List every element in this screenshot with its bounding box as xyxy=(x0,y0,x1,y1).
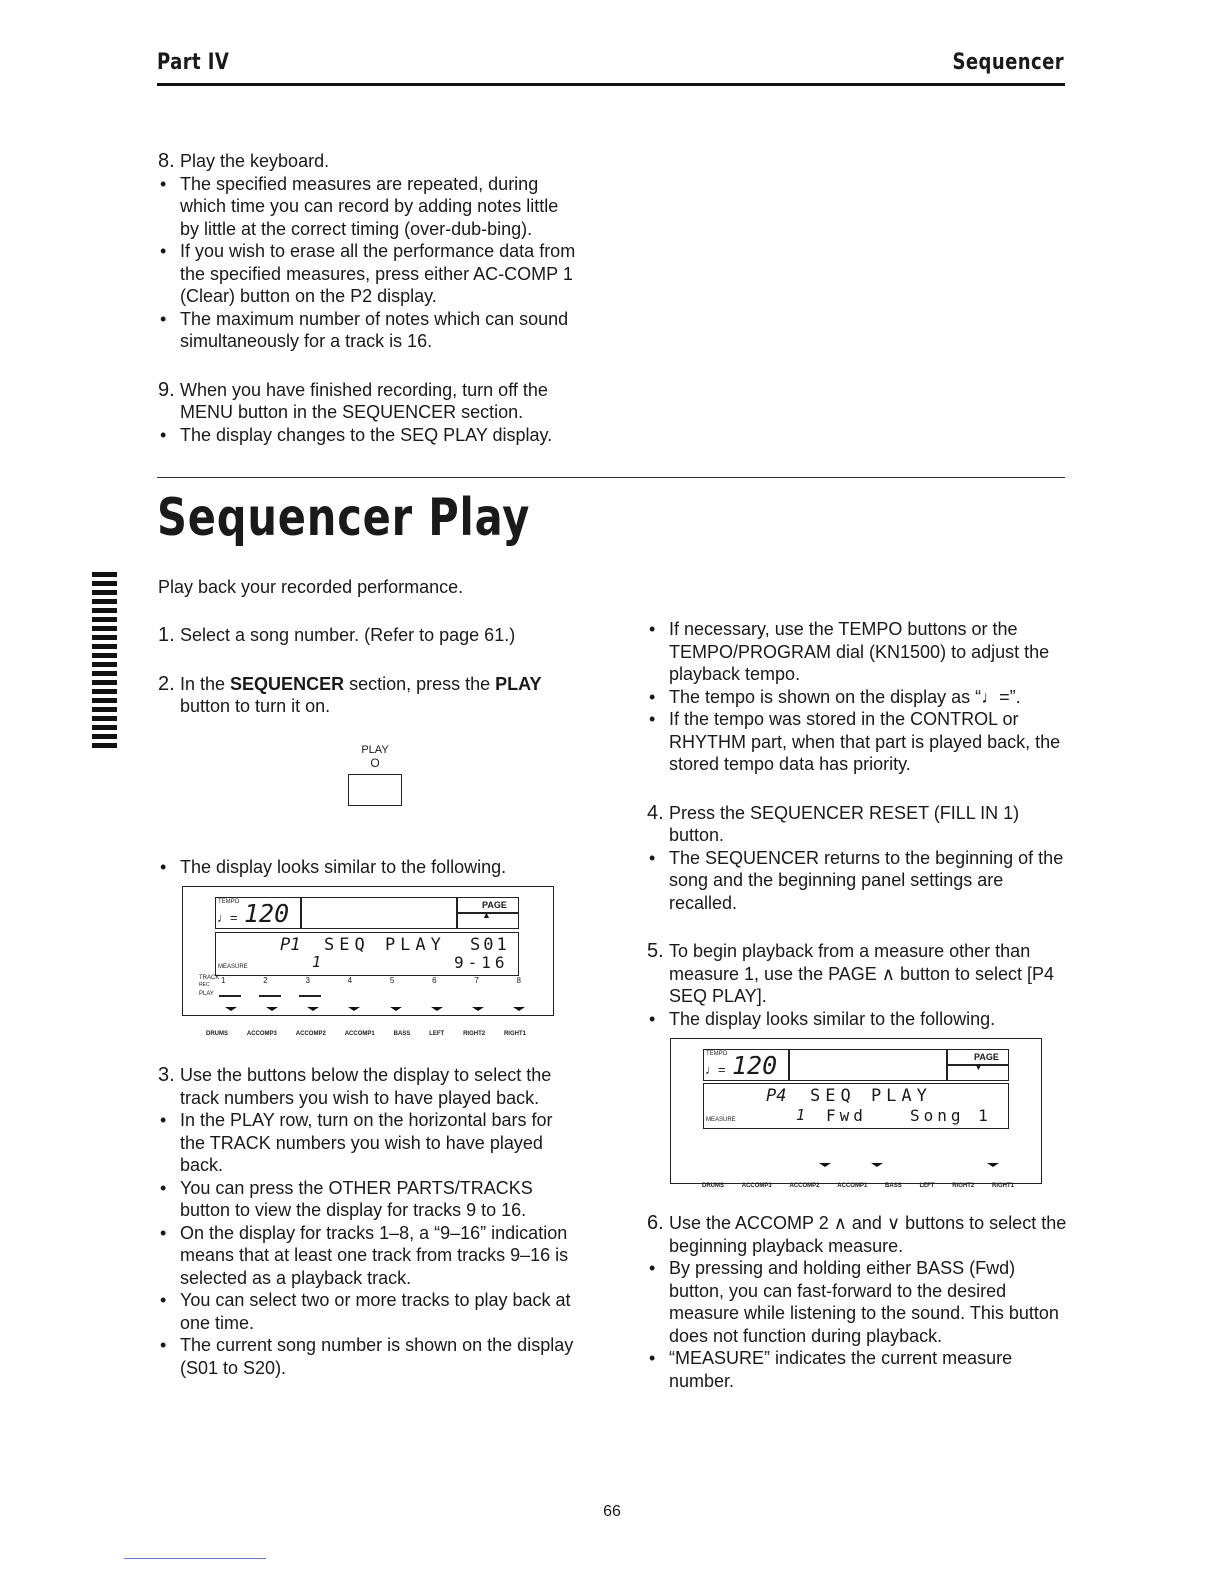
play-bar xyxy=(259,995,281,997)
text-run: section, press the xyxy=(344,673,496,694)
divider xyxy=(300,898,302,928)
section-title: Sequencer Play xyxy=(157,488,531,548)
section-rule xyxy=(157,477,1065,478)
text-bold: PLAY xyxy=(495,673,542,694)
lcd-display-p4 xyxy=(670,1038,1042,1184)
track-number: 5 xyxy=(389,976,395,985)
list-item xyxy=(158,856,580,879)
play-bar xyxy=(219,995,241,997)
list-item: • The current song number is shown on the display (S01 to S20). xyxy=(158,1334,580,1379)
header-rule xyxy=(157,83,1065,86)
step-text: Press the SEQUENCER RESET (FILL IN 1) button. xyxy=(669,802,1020,845)
song-number: S01 xyxy=(470,935,510,955)
down-arrow-icon xyxy=(431,1007,443,1011)
list-item: • In the PLAY row, turn on the horizontal bars for the TRACK numbers you wish to have played back. xyxy=(158,1109,580,1177)
play-label: PLAY xyxy=(361,744,389,756)
lcd1-button-labels xyxy=(206,1031,526,1037)
tempo-label: TEMPO xyxy=(218,899,240,905)
button-right2[interactable]: RIGHT2 xyxy=(463,1031,486,1037)
list-item: • You can select two or more tracks to play back at one time. xyxy=(158,1289,580,1334)
left-column-lower xyxy=(158,1064,580,1379)
step-number: 4. xyxy=(647,801,664,824)
tempo-value: 120 xyxy=(732,1051,778,1080)
list-item: • “MEASURE” indicates the current measure number. xyxy=(647,1347,1067,1392)
footnote-rule xyxy=(124,1558,266,1559)
list-item: • The display looks similar to the following. xyxy=(647,1008,1067,1031)
play-bar xyxy=(299,995,321,997)
left-column xyxy=(158,624,580,718)
button-accomp3[interactable]: ACCOMP3 xyxy=(741,1183,772,1189)
step-number: 2. xyxy=(158,672,175,695)
step-2 xyxy=(158,673,580,718)
header-section: Sequencer xyxy=(952,50,1064,75)
song-label: Song 1 xyxy=(910,1106,992,1125)
track-number: 6 xyxy=(432,976,437,985)
button-right1[interactable]: RIGHT1 xyxy=(991,1183,1014,1189)
step-number: 9. xyxy=(158,378,175,401)
step-text: Play the keyboard. xyxy=(180,151,330,171)
step-9 xyxy=(158,379,580,424)
tempo-value: 120 xyxy=(244,899,290,928)
button-right1[interactable]: RIGHT1 xyxy=(503,1031,526,1037)
button-accomp3[interactable]: ACCOMP3 xyxy=(246,1031,277,1037)
button-bass[interactable]: BASS xyxy=(393,1031,411,1037)
track-range: 9-16 xyxy=(454,953,509,972)
rec-label: REC xyxy=(199,982,210,988)
lcd-top-row xyxy=(215,897,519,929)
list-item: • By pressing and holding either BASS (Fwd) button, you can fast-forward to the desired measure while listening to the sound. This button does not function during playback. xyxy=(647,1257,1067,1347)
right-column xyxy=(647,618,1067,1030)
track-number: 3 xyxy=(305,976,310,985)
list-item: • The display changes to the SEQ PLAY display. xyxy=(158,424,580,447)
button-right2[interactable]: RIGHT2 xyxy=(952,1183,975,1189)
tempo-symbol: ♩= xyxy=(217,910,238,925)
lcd-main-row xyxy=(215,932,519,976)
down-arrow-icon xyxy=(513,1007,525,1011)
button-drums[interactable]: DRUMS xyxy=(702,1183,724,1189)
track-numbers xyxy=(221,976,521,985)
play-button[interactable] xyxy=(348,774,402,806)
lcd-arrows xyxy=(225,1007,525,1011)
step-text: To begin playback from a measure other than measure 1, use the PAGE ∧ button to select [P4 SEQ PLAY]. xyxy=(669,941,1055,1006)
text-run: button to turn it on. xyxy=(180,696,331,716)
list-item: • If necessary, use the TEMPO buttons or the TEMPO/PROGRAM dial (KN1500) to adjust the playback tempo. xyxy=(647,618,1067,686)
lcd-top-row xyxy=(703,1049,1009,1081)
mode-name: SEQ PLAY xyxy=(324,935,446,955)
lcd-main-row xyxy=(703,1083,1009,1129)
track-label: TRACK xyxy=(199,975,220,981)
play-button-figure xyxy=(340,744,410,806)
step-3 xyxy=(158,1064,580,1109)
button-left[interactable]: LEFT xyxy=(919,1183,935,1189)
down-arrow-icon xyxy=(390,1007,402,1011)
down-arrow-icon xyxy=(266,1007,278,1011)
button-accomp1[interactable]: ACCOMP1 xyxy=(837,1183,868,1189)
down-arrow-icon xyxy=(472,1007,484,1011)
divider xyxy=(788,1050,790,1080)
step-number: 5. xyxy=(647,940,664,962)
button-accomp2[interactable]: ACCOMP2 xyxy=(789,1183,820,1189)
step-text: Select a song number. (Refer to page 61.) xyxy=(180,625,516,645)
header-part: Part IV xyxy=(157,50,230,75)
button-left[interactable]: LEFT xyxy=(429,1031,445,1037)
down-arrow-icon xyxy=(819,1163,831,1167)
step-number: 1. xyxy=(158,624,175,646)
step-number: 6. xyxy=(647,1212,664,1234)
list-item: • You can press the OTHER PARTS/TRACKS button to view the display for tracks 9 to 16. xyxy=(158,1177,580,1222)
step-8 xyxy=(158,150,580,173)
step-5 xyxy=(647,940,1067,1008)
page-label: PAGE ▲ xyxy=(482,900,507,920)
top-block xyxy=(158,150,580,446)
button-bass[interactable]: BASS xyxy=(885,1183,902,1189)
right-column-lower xyxy=(647,1212,1067,1392)
list-item: • The display looks similar to the following. xyxy=(158,856,580,879)
list-item: • If you wish to erase all the performance data from the specified measures, press either AC-COMP 1 (Clear) button on the P2 display. xyxy=(158,240,580,308)
thumb-index-marks xyxy=(92,572,117,768)
step-6 xyxy=(647,1212,1067,1257)
step-text: Use the ACCOMP 2 ∧ and ∨ buttons to select the beginning playback measure. xyxy=(669,1213,1067,1256)
list-item: • If the tempo was stored in the CONTROL or RHYTHM part, when that part is played back, the stored tempo data has priority. xyxy=(647,708,1067,776)
play-led-icon: O xyxy=(370,756,380,770)
list-item: • The tempo is shown on the display as “♩=”. xyxy=(647,686,1067,709)
mode-name: SEQ PLAY xyxy=(810,1086,932,1106)
page-number: P4 xyxy=(766,1086,787,1106)
measure-label: MEASURE xyxy=(706,1117,736,1123)
page-label: PAGE ▼ xyxy=(974,1052,999,1072)
tempo-symbol: ♩= xyxy=(705,1062,726,1077)
fwd-label: Fwd xyxy=(826,1106,867,1125)
text-bold: SEQUENCER xyxy=(230,673,345,694)
page-number: P1 xyxy=(280,935,301,955)
lcd2-button-labels xyxy=(702,1183,1014,1189)
step-1 xyxy=(158,624,580,647)
list-item: • The specified measures are repeated, during which time you can record by adding notes little by little at the correct timing (over-dub-bing). xyxy=(158,173,580,241)
track-number: 8 xyxy=(516,976,521,985)
down-arrow-icon xyxy=(225,1007,237,1011)
track-number: 7 xyxy=(474,976,479,985)
down-arrow-icon xyxy=(348,1007,360,1011)
intro-text: Play back your recorded performance. xyxy=(158,577,464,597)
measure-value: 1 xyxy=(312,953,322,971)
button-accomp2[interactable]: ACCOMP2 xyxy=(295,1031,326,1037)
step-number: 3. xyxy=(158,1064,175,1086)
list-item: • On the display for tracks 1–8, a “9–16” indication means that at least one track from tracks 9–16 is selected as a playback track. xyxy=(158,1222,580,1290)
track-number: 2 xyxy=(263,976,268,985)
button-accomp1[interactable]: ACCOMP1 xyxy=(344,1031,375,1037)
track-number: 4 xyxy=(347,976,353,985)
track-number: 1 xyxy=(221,976,226,985)
tempo-label: TEMPO xyxy=(706,1051,728,1057)
measure-label: MEASURE xyxy=(218,964,248,970)
down-arrow-icon xyxy=(987,1163,999,1167)
list-item: • The SEQUENCER returns to the beginning of the song and the beginning panel settings are recalled. xyxy=(647,847,1067,915)
page-number-footer: 66 xyxy=(603,1503,621,1520)
play-row-label: PLAY xyxy=(199,991,214,997)
button-drums[interactable]: DRUMS xyxy=(206,1031,228,1037)
step-4 xyxy=(647,802,1067,847)
step-text: When you have finished recording, turn off the MENU button in the SEQUENCER section. xyxy=(180,379,548,422)
step-text: Use the buttons below the display to select the track numbers you wish to have played back. xyxy=(180,1065,552,1108)
down-arrow-icon xyxy=(307,1007,319,1011)
lcd-display-p1 xyxy=(182,886,554,1016)
down-arrow-icon xyxy=(871,1163,883,1167)
list-item: • The maximum number of notes which can sound simultaneously for a track is 16. xyxy=(158,308,580,353)
step-number: 8. xyxy=(158,150,175,172)
measure-value: 1 xyxy=(796,1106,806,1124)
text-run: In the xyxy=(180,673,231,694)
